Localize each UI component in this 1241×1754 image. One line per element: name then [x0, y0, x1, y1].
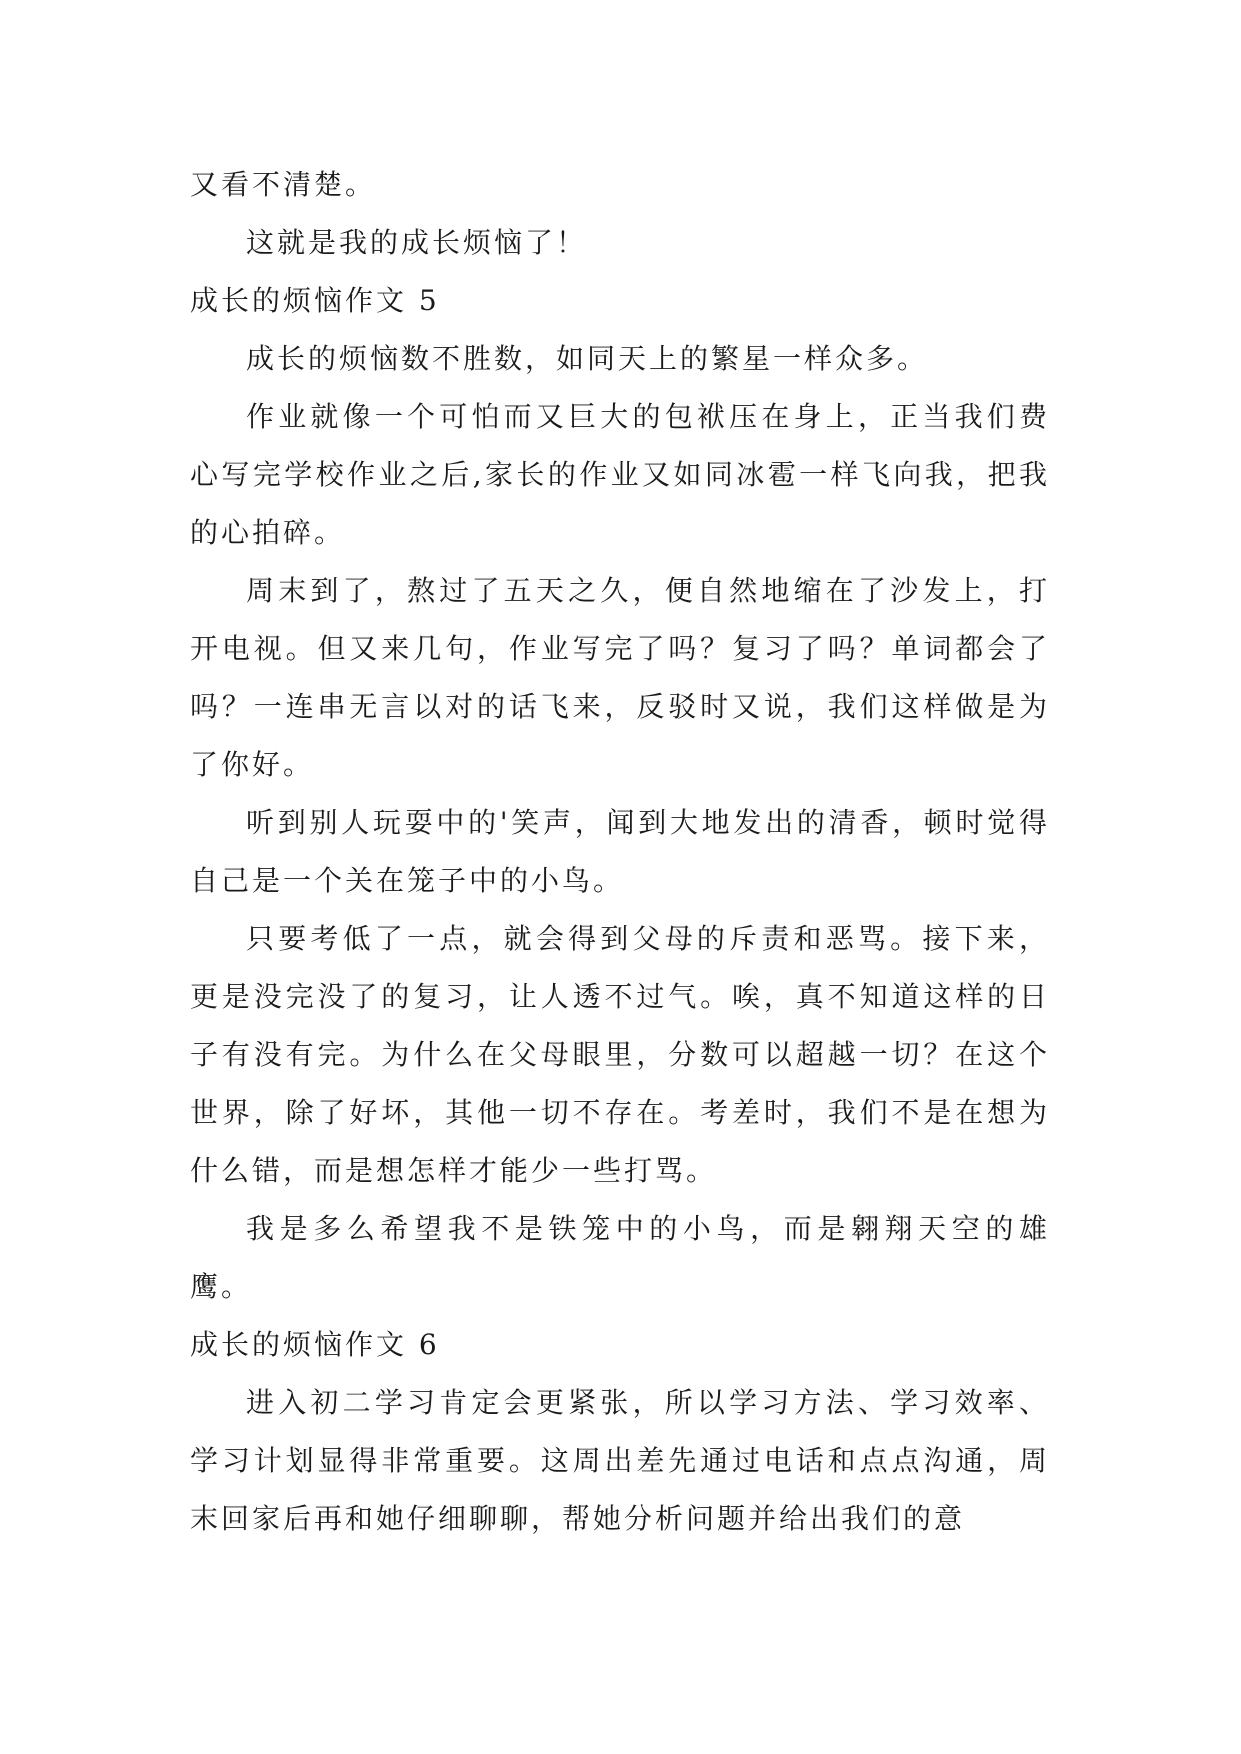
paragraph: 我是多么希望我不是铁笼中的小鸟，而是翱翔天空的雄鹰。: [190, 1212, 1050, 1303]
paragraph: 只要考低了一点，就会得到父母的斥责和恶骂。接下来，更是没完没了的复习，让人透不过气。唉，真不知道这样的日子有没有完。为什么在父母眼里，分数可以超越一切？在这个世界，除了好坏，其他一切不存在。考差时，我们不是在想为什么错，而是想怎样才能少一些打骂。: [190, 922, 1050, 1187]
paragraph: 进入初二学习肯定会更紧张，所以学习方法、学习效率、学习计划显得非常重要。这周出差先通过电话和点点沟通，周末回家后再和她仔细聊聊，帮她分析问题并给出我们的意: [190, 1386, 1050, 1535]
paragraph: 作业就像一个可怕而又巨大的包袱压在身上，正当我们费心写完学校作业之后,家长的作业又如同冰雹一样飞向我，把我的心拍碎。: [190, 400, 1050, 549]
section-heading: 成长的烦恼作文 5: [190, 284, 440, 317]
paragraph: 周末到了，熬过了五天之久，便自然地缩在了沙发上，打开电视。但又来几句，作业写完了吗？复习了吗？单词都会了吗？一连串无言以对的话飞来，反驳时又说，我们这样做是为了你好。: [190, 574, 1050, 781]
document-body: [190, 156, 1050, 1548]
paragraph: 这就是我的成长烦恼了！: [246, 226, 588, 259]
paragraph: 听到别人玩耍中的'笑声，闻到大地发出的清香，顿时觉得自己是一个关在笼子中的小鸟。: [190, 806, 1050, 897]
paragraph: 成长的烦恼数不胜数，如同天上的繁星一样众多。: [246, 342, 929, 375]
section-heading: 成长的烦恼作文 6: [190, 1328, 440, 1361]
continuation-paragraph: 又看不清楚。: [190, 168, 377, 201]
